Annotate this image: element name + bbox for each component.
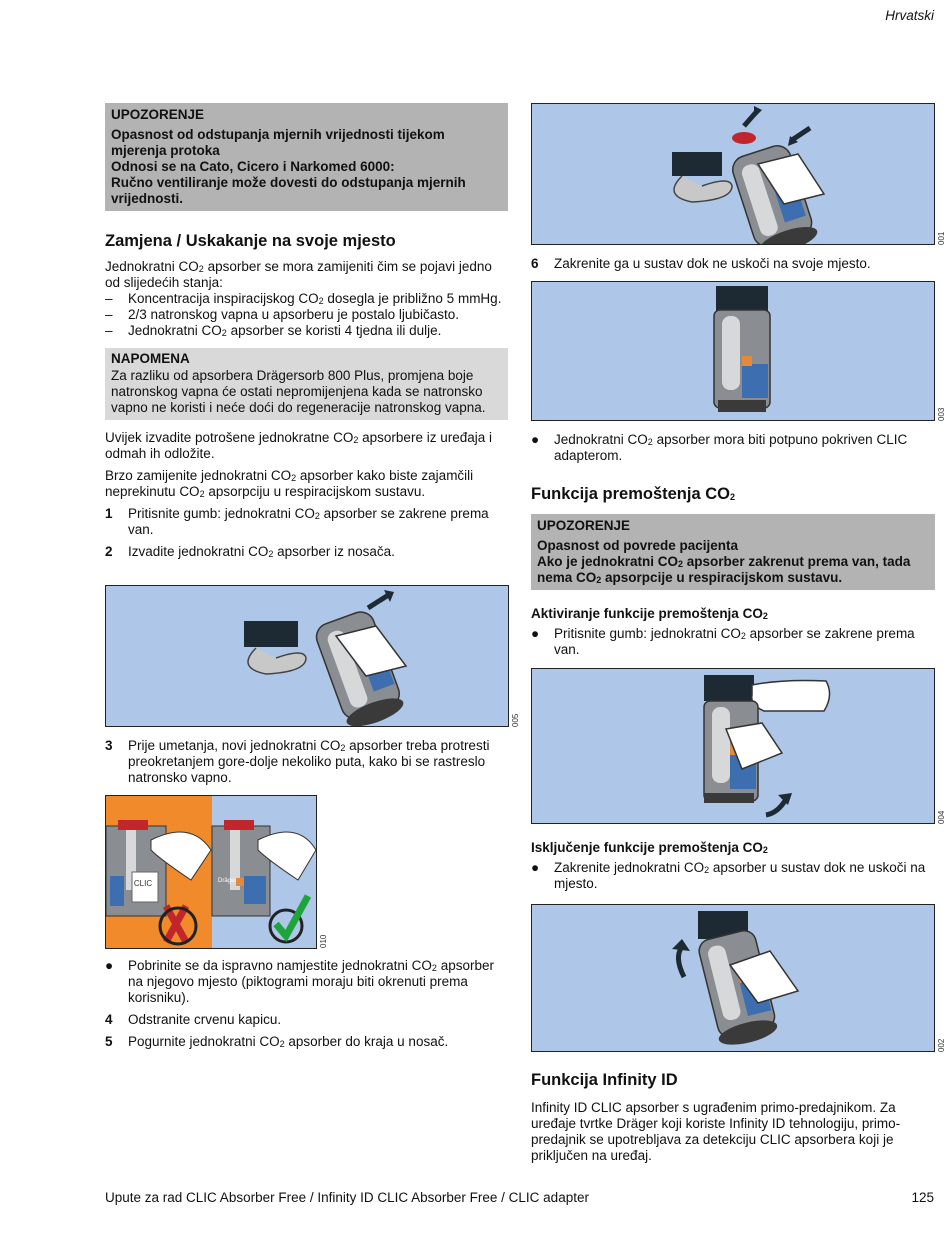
condition-item: – Jednokratni $CO_2$ apsorber se koristi 4 tjedna ili dulje. [105,323,442,338]
warning-line: Ako je jednokratni $CO_2$ apsorber zakrenut prema van, tada nema $CO_2$ apsorpcije u respiracijskom sustavu. [537,554,911,585]
infinity-block [531,1070,935,1164]
figure-number: 003 [937,407,946,421]
warning-line: Opasnost od povrede pacijenta [537,538,739,553]
right-lower-block [531,840,935,892]
figure-number: 001 [937,231,946,245]
figure-rotate-in [531,904,935,1052]
step-6-block [531,256,935,272]
paragraph-replace-quickly: Brzo zamijenite jednokratni $CO_2$ apsorber kako biste zajamčili neprekinutu $CO_2$ apsorpciju u respiracijskom sustavu. [105,468,474,499]
note-text: Za razliku od apsorbera Drägersorb 800 Plus, promjena boje natronskog vapna će ostati nepromijenjena kada se natronsko vapno ne koristi i neće doći do regeneracije natronskog vapna. [111,368,486,415]
right-middle-block [531,432,935,658]
step-item: 1 Pritisnite gumb: jednokratni $CO_2$ apsorber se zakrene prema van. [105,506,489,537]
subheading-activate: Aktiviranje funkcije premoštenja $CO_2$ [531,606,768,621]
figure-number: 005 [511,713,520,727]
figure-number: 004 [937,810,946,824]
warning-line: Ručno ventiliranje može dovesti do odstupanja mjernih vrijednosti. [111,175,466,206]
figure-number: 010 [319,934,328,948]
note-box [105,348,508,420]
warning-title: UPOZORENJE [537,518,631,533]
bullet-item: ● Zakrenite jednokratni $CO_2$ apsorber u sustav dok ne uskoči na mjesto. [531,860,926,891]
subheading-deactivate: Isključenje funkcije premoštenja $CO_2$ [531,840,768,855]
section-heading-infinity: Funkcija Infinity ID [531,1071,678,1089]
warning-box [105,103,508,211]
intro-text: Jednokratni $CO_2$ apsorber se mora zamijeniti čim se pojavi jedno od slijedećih stanja: [105,259,492,290]
step-item: 4 Odstranite crvenu kapicu. [105,1012,282,1027]
left-column [105,103,508,560]
rotate-in-illustration [532,905,935,1052]
press-button-illustration [532,669,935,824]
figure-number: 002 [937,1038,946,1052]
bullet-item: ● Jednokratni $CO_2$ apsorber mora biti potpuno pokriven CLIC adapterom. [531,432,908,463]
figure-insert-absorber [531,103,935,245]
section-heading-bypass: Funkcija premoštenja $CO_2$ [531,485,735,503]
remove-absorber-illustration [106,586,509,727]
step-3-block [105,738,508,786]
left-bottom-block [105,958,508,1050]
section-heading-replace: Zamjena / Uskakanje na svoje mjesto [105,232,396,250]
bullet-item: ● Pobrinite se da ispravno namjestite jednokratni $CO_2$ apsorber na njegovo mjesto (piktogrami moraju biti okrenuti prema korisniku). [105,958,494,1005]
step-item: 6 Zakrenite ga u sustav dok ne uskoči na svoje mjesto. [531,256,871,271]
orientation-illustration [106,796,317,949]
paragraph-remove: Uvijek izvadite potrošene jednokratne $CO_2$ apsorbere iz uređaja i odmah ih odložite. [105,430,492,461]
figure-press-button [531,668,935,824]
figure-remove-absorber [105,585,509,727]
warning-line: Opasnost od odstupanja mjernih vrijednosti tijekom mjerenja protoka [111,127,445,158]
warning-line: Odnosi se na Cato, Cicero i Narkomed 6000: [111,159,395,174]
step-item: 2 Izvadite jednokratni $CO_2$ apsorber iz nosača. [105,544,395,559]
warning-title: UPOZORENJE [111,107,205,122]
page-number: 125 [911,1190,934,1205]
insert-absorber-illustration [532,104,935,245]
condition-item: – Koncentracija inspiracijskog $CO_2$ dosegla je približno 5 mmHg. [105,291,502,306]
bullet-item: ● Pritisnite gumb: jednokratni $CO_2$ apsorber se zakrene prema van. [531,626,915,657]
installed-absorber-illustration [532,282,935,421]
infinity-text: Infinity ID CLIC apsorber s ugrađenim primo-predajnikom. Za uređaje tvrtke Dräger koji koriste Infinity ID tehnologiju, primo-predajnik se upotrebljava za detekciju CLIC apsorbera koji je priključen na uređaj. [531,1100,901,1163]
step-item: 5 Pogurnite jednokratni $CO_2$ apsorber do kraja u nosač. [105,1034,449,1049]
footer-title: Upute za rad CLIC Absorber Free / Infinity ID CLIC Absorber Free / CLIC adapter [105,1190,589,1205]
step-item: 3 Prije umetanja, novi jednokratni $CO_2$ apsorber treba protresti preokretanjem gore-dolje nekoliko puta, kako bi se rastreslo natronsko vapno. [105,738,490,785]
condition-item: – 2/3 natronskog vapna u apsorberu je postalo ljubičasto. [105,307,459,322]
drager-label: Dräger [218,878,237,884]
warning-box [531,514,935,590]
note-title: NAPOMENA [111,351,190,366]
figure-orientation [105,795,317,949]
figure-installed-absorber [531,281,935,421]
clic-label: CLIC [133,879,153,888]
header-language: Hrvatski [885,8,934,23]
